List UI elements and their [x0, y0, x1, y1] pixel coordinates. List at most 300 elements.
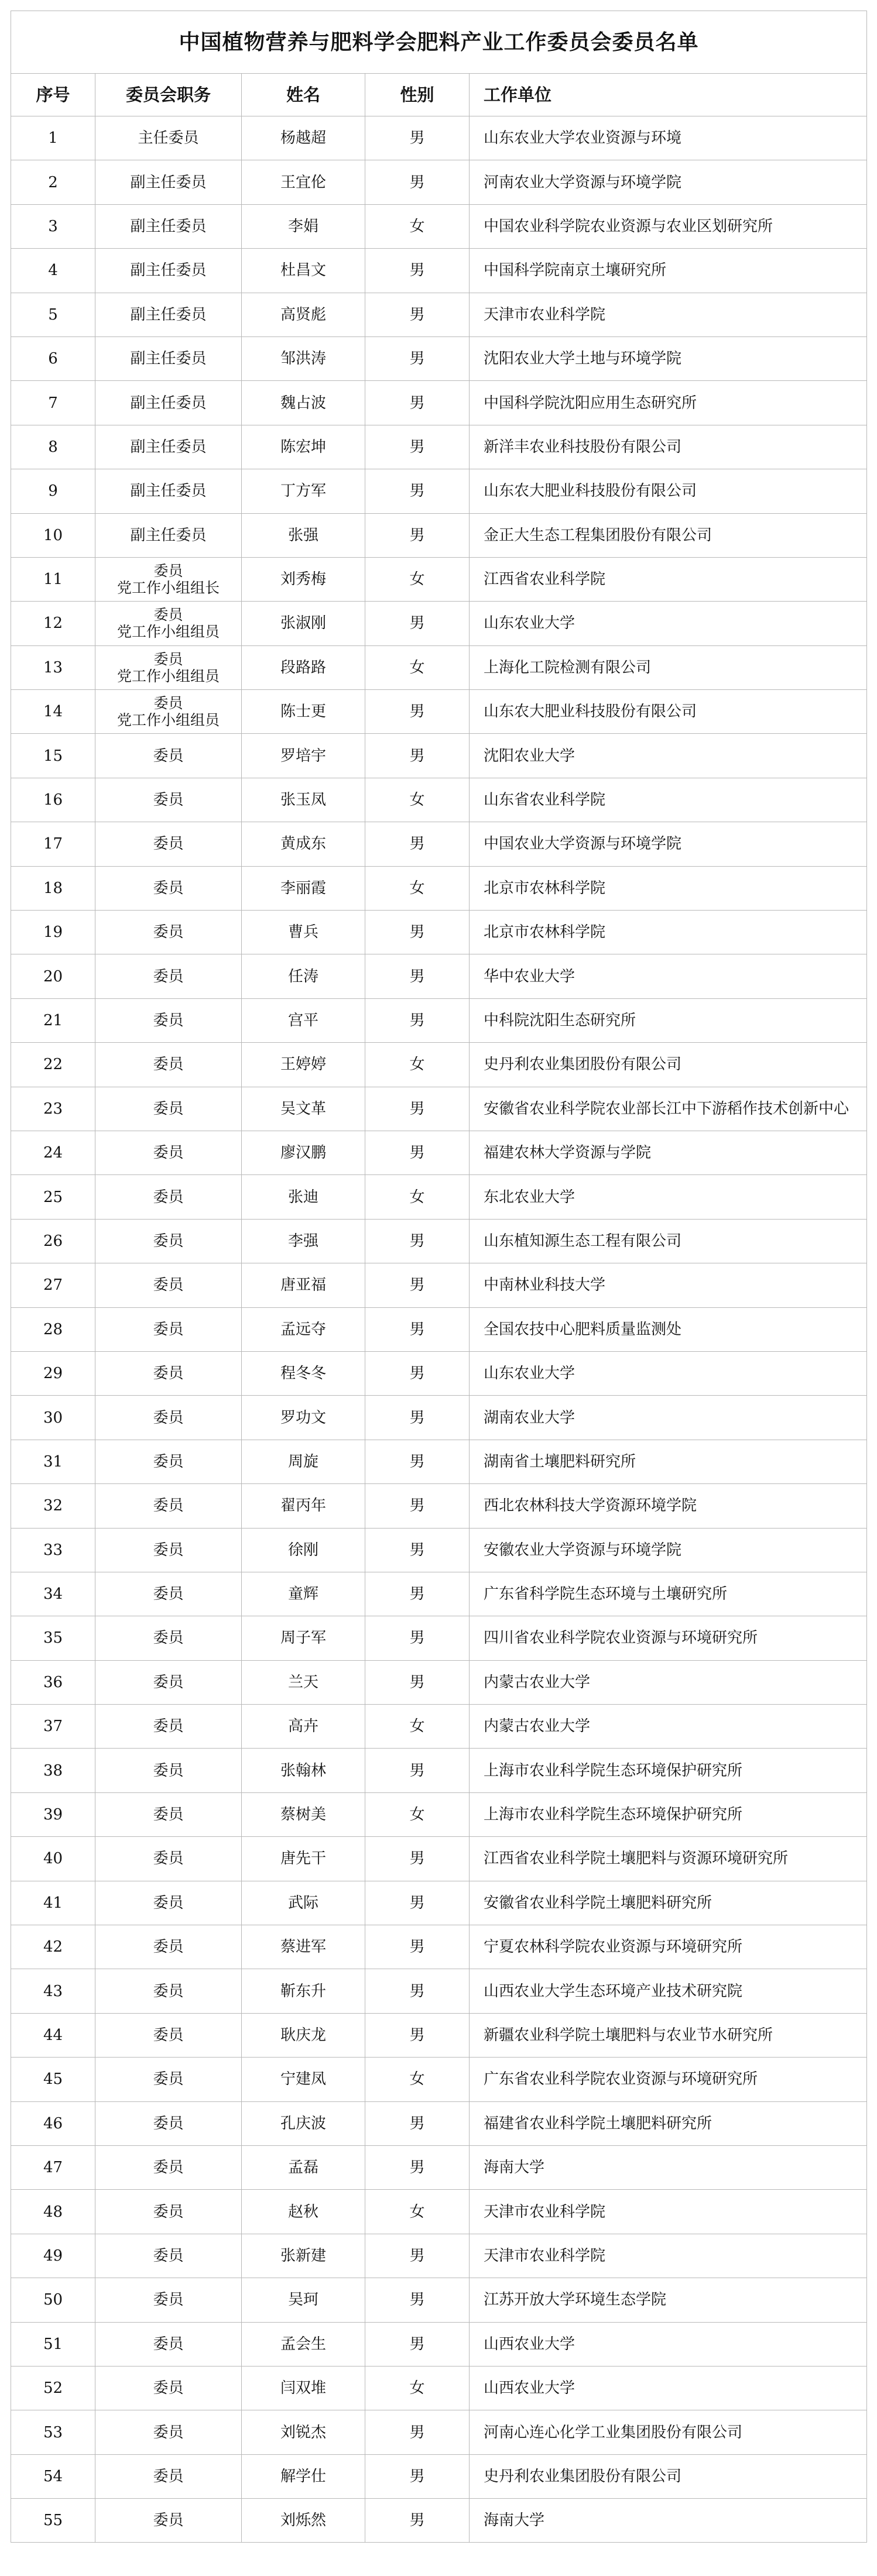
member-name: 蔡树美 [242, 1792, 365, 1836]
member-unit: 宁夏农林科学院农业资源与环境研究所 [470, 1925, 867, 1969]
member-gender: 女 [365, 1043, 470, 1087]
committee-role [95, 998, 242, 1042]
member-gender: 男 [365, 1219, 470, 1263]
member-unit: 中国农业大学资源与环境学院 [470, 822, 867, 866]
committee-role [95, 1660, 242, 1704]
row-number: 54 [11, 2454, 95, 2498]
member-unit: 沈阳农业大学 [470, 734, 867, 778]
member-table [11, 11, 867, 2543]
row-number: 3 [11, 204, 95, 248]
member-name: 孔庆波 [242, 2101, 365, 2145]
member-gender: 男 [365, 1351, 470, 1395]
member-gender: 女 [365, 645, 470, 689]
member-gender: 男 [365, 1881, 470, 1925]
row-number: 48 [11, 2190, 95, 2234]
member-unit: 北京市农林科学院 [470, 866, 867, 910]
table-row [11, 116, 867, 160]
committee-role [95, 822, 242, 866]
committee-role [95, 2234, 242, 2278]
row-number: 34 [11, 1572, 95, 1616]
committee-role-line: 委员 [153, 1365, 184, 1383]
member-name: 杜昌文 [242, 249, 365, 293]
row-number: 17 [11, 822, 95, 866]
committee-role-line: 委员 [153, 1452, 184, 1471]
committee-role-line: 委员 [153, 1409, 184, 1427]
committee-role-line: 委员 [153, 1938, 184, 1956]
committee-role [95, 1881, 242, 1925]
member-name: 程冬冬 [242, 1351, 365, 1395]
committee-role [95, 954, 242, 998]
committee-role [95, 1837, 242, 1881]
committee-role [95, 1969, 242, 2013]
member-gender: 男 [365, 954, 470, 998]
committee-role [95, 1792, 242, 1836]
member-unit: 山东农大肥业科技股份有限公司 [470, 469, 867, 513]
table-row [11, 1881, 867, 1925]
member-gender: 男 [365, 469, 470, 513]
committee-role-line: 委员 [153, 2026, 184, 2044]
table-row [11, 998, 867, 1042]
row-number: 23 [11, 1087, 95, 1131]
committee-role [95, 1749, 242, 1792]
member-unit: 海南大学 [470, 2499, 867, 2543]
committee-role [95, 2322, 242, 2366]
row-number: 15 [11, 734, 95, 778]
table-row [11, 469, 867, 513]
member-gender: 男 [365, 1572, 470, 1616]
row-number: 8 [11, 425, 95, 469]
row-number: 51 [11, 2322, 95, 2366]
member-name: 宫平 [242, 998, 365, 1042]
committee-role [95, 381, 242, 425]
member-name: 高卉 [242, 1705, 365, 1749]
row-number: 46 [11, 2101, 95, 2145]
member-unit: 山西农业大学 [470, 2322, 867, 2366]
committee-role-line: 委员 [153, 2467, 184, 2485]
member-gender: 男 [365, 513, 470, 557]
member-unit: 史丹利农业集团股份有限公司 [470, 1043, 867, 1087]
member-name: 刘锐杰 [242, 2410, 365, 2454]
committee-role-line: 委员 [153, 923, 184, 942]
committee-role [95, 1616, 242, 1660]
committee-role-line: 委员 [153, 2114, 184, 2132]
committee-role-line: 委员 [153, 1629, 184, 1647]
member-name: 陈士更 [242, 690, 365, 734]
member-gender: 男 [365, 160, 470, 204]
table-row [11, 1351, 867, 1395]
member-unit: 中南林业科技大学 [470, 1263, 867, 1307]
member-unit: 湖南省土壤肥料研究所 [470, 1440, 867, 1483]
member-gender: 男 [365, 2278, 470, 2322]
member-gender: 男 [365, 2322, 470, 2366]
table-row [11, 425, 867, 469]
row-number: 2 [11, 160, 95, 204]
row-number: 43 [11, 1969, 95, 2013]
row-number: 38 [11, 1749, 95, 1792]
member-name: 闫双堆 [242, 2366, 365, 2410]
row-number: 27 [11, 1263, 95, 1307]
row-number: 20 [11, 954, 95, 998]
table-row [11, 1087, 867, 1131]
member-unit: 山西农业大学 [470, 2366, 867, 2410]
member-gender: 女 [365, 2190, 470, 2234]
member-gender: 男 [365, 1616, 470, 1660]
member-name: 曹兵 [242, 911, 365, 954]
table-row [11, 911, 867, 954]
header-row [11, 74, 867, 116]
row-number: 19 [11, 911, 95, 954]
member-name: 李强 [242, 1219, 365, 1263]
member-gender: 男 [365, 2013, 470, 2057]
row-number: 28 [11, 1307, 95, 1351]
committee-role-line: 委员 [153, 1718, 184, 1736]
table-row [11, 645, 867, 689]
member-name: 张玉凤 [242, 778, 365, 822]
member-unit: 山东植知源生态工程有限公司 [470, 1219, 867, 1263]
committee-role [95, 1528, 242, 1572]
member-name: 张新建 [242, 2234, 365, 2278]
table-row [11, 734, 867, 778]
row-number: 21 [11, 998, 95, 1042]
table-row [11, 381, 867, 425]
committee-role-line: 委员 [153, 1276, 184, 1294]
committee-role-line: 委员 [153, 2291, 184, 2309]
committee-role-line: 副主任委员 [130, 350, 207, 368]
row-number: 12 [11, 602, 95, 645]
member-unit: 新疆农业科学院土壤肥料与农业节水研究所 [470, 2013, 867, 2057]
committee-role-line: 委员 [153, 2203, 184, 2221]
member-unit: 北京市农林科学院 [470, 911, 867, 954]
member-unit: 山东省农业科学院 [470, 778, 867, 822]
committee-role-line: 副主任委员 [130, 482, 207, 500]
table-row [11, 336, 867, 380]
table-row [11, 2499, 867, 2543]
member-name: 王婷婷 [242, 1043, 365, 1087]
member-gender: 男 [365, 1440, 470, 1483]
table-row [11, 293, 867, 336]
committee-role-line: 委员 [153, 2512, 184, 2530]
member-unit: 山东农业大学农业资源与环境 [470, 116, 867, 160]
table-row [11, 1705, 867, 1749]
committee-role-line: 党工作小组组员 [117, 623, 220, 641]
committee-role-line: 委员 [153, 1761, 184, 1780]
table-row [11, 2101, 867, 2145]
member-list-sheet [11, 11, 866, 2543]
committee-role [95, 1705, 242, 1749]
member-unit: 西北农林科技大学资源环境学院 [470, 1484, 867, 1528]
committee-role [95, 690, 242, 734]
member-gender: 男 [365, 1660, 470, 1704]
committee-role-line: 委员 [153, 1320, 184, 1338]
row-number: 4 [11, 249, 95, 293]
member-name: 蔡进军 [242, 1925, 365, 1969]
member-name: 翟丙年 [242, 1484, 365, 1528]
committee-role-line: 副主任委员 [130, 217, 207, 235]
committee-role [95, 2454, 242, 2498]
table-row [11, 1969, 867, 2013]
member-name: 武际 [242, 1881, 365, 1925]
member-gender: 男 [365, 1307, 470, 1351]
member-name: 刘烁然 [242, 2499, 365, 2543]
row-number: 26 [11, 1219, 95, 1263]
member-name: 解学仕 [242, 2454, 365, 2498]
member-unit: 金正大生态工程集团股份有限公司 [470, 513, 867, 557]
table-row [11, 1528, 867, 1572]
member-gender: 女 [365, 2058, 470, 2101]
row-number: 47 [11, 2145, 95, 2189]
table-row [11, 866, 867, 910]
table-row [11, 1749, 867, 1792]
committee-role-line: 委员 [153, 1806, 184, 1824]
member-gender: 男 [365, 336, 470, 380]
member-unit: 广东省农业科学院农业资源与环境研究所 [470, 2058, 867, 2101]
committee-role [95, 734, 242, 778]
table-row [11, 2234, 867, 2278]
committee-role [95, 293, 242, 336]
table-row [11, 1837, 867, 1881]
member-unit: 河南农业大学资源与环境学院 [470, 160, 867, 204]
member-gender: 男 [365, 381, 470, 425]
table-row [11, 1043, 867, 1087]
table-row [11, 1616, 867, 1660]
member-gender: 男 [365, 425, 470, 469]
member-unit: 中国科学院沈阳应用生态研究所 [470, 381, 867, 425]
table-row [11, 778, 867, 822]
member-name: 陈宏坤 [242, 425, 365, 469]
committee-role [95, 2499, 242, 2543]
committee-role [95, 469, 242, 513]
member-name: 李丽霞 [242, 866, 365, 910]
member-name: 高贤彪 [242, 293, 365, 336]
member-unit: 东北农业大学 [470, 1175, 867, 1219]
row-number: 11 [11, 557, 95, 601]
table-row [11, 557, 867, 601]
committee-role [95, 160, 242, 204]
table-row [11, 1660, 867, 1704]
header-no: 序号 [11, 74, 95, 116]
committee-role [95, 513, 242, 557]
row-number: 16 [11, 778, 95, 822]
committee-role [95, 1440, 242, 1483]
table-row [11, 2454, 867, 2498]
committee-role [95, 1351, 242, 1395]
committee-role [95, 2013, 242, 2057]
member-unit: 安徽省农业科学院土壤肥料研究所 [470, 1881, 867, 1925]
table-body [11, 116, 867, 2543]
committee-role [95, 1131, 242, 1174]
member-gender: 男 [365, 249, 470, 293]
committee-role-line: 委员 [153, 967, 184, 985]
row-number: 37 [11, 1705, 95, 1749]
member-unit: 全国农技中心肥料质量监测处 [470, 1307, 867, 1351]
row-number: 41 [11, 1881, 95, 1925]
member-gender: 男 [365, 2454, 470, 2498]
member-name: 周子军 [242, 1616, 365, 1660]
committee-role-line: 委员 [153, 1012, 184, 1029]
member-gender: 女 [365, 557, 470, 601]
member-gender: 女 [365, 778, 470, 822]
row-number: 39 [11, 1792, 95, 1836]
table-row [11, 690, 867, 734]
row-number: 6 [11, 336, 95, 380]
member-gender: 男 [365, 734, 470, 778]
member-unit: 广东省科学院生态环境与土壤研究所 [470, 1572, 867, 1616]
table-row [11, 513, 867, 557]
member-gender: 男 [365, 1263, 470, 1307]
member-gender: 男 [365, 1749, 470, 1792]
committee-role-line: 副主任委员 [130, 394, 207, 412]
committee-role-line: 委员 [153, 1982, 184, 2000]
committee-role [95, 778, 242, 822]
member-name: 魏占波 [242, 381, 365, 425]
member-unit: 福建农林大学资源与学院 [470, 1131, 867, 1174]
committee-role [95, 1087, 242, 1131]
table-row [11, 2278, 867, 2322]
member-name: 唐先干 [242, 1837, 365, 1881]
member-unit: 内蒙古农业大学 [470, 1705, 867, 1749]
member-name: 张淑刚 [242, 602, 365, 645]
committee-role-line: 委员 [153, 2247, 184, 2265]
committee-role [95, 336, 242, 380]
member-name: 吴珂 [242, 2278, 365, 2322]
committee-role-line: 委员 [153, 791, 184, 809]
row-number: 1 [11, 116, 95, 160]
committee-role [95, 2058, 242, 2101]
committee-role-line: 委员 [153, 1056, 184, 1074]
table-row [11, 2145, 867, 2189]
member-unit: 山东农业大学 [470, 1351, 867, 1395]
committee-role-line: 委员 [153, 1497, 184, 1515]
member-name: 张迪 [242, 1175, 365, 1219]
committee-role [95, 1572, 242, 1616]
committee-role-line: 副主任委员 [130, 173, 207, 191]
member-name: 耿庆龙 [242, 2013, 365, 2057]
member-name: 靳东升 [242, 1969, 365, 2013]
member-name: 邹洪涛 [242, 336, 365, 380]
member-name: 孟会生 [242, 2322, 365, 2366]
member-unit: 海南大学 [470, 2145, 867, 2189]
committee-role [95, 1307, 242, 1351]
table-row [11, 2322, 867, 2366]
member-unit: 天津市农业科学院 [470, 293, 867, 336]
row-number: 29 [11, 1351, 95, 1395]
committee-role-line: 委员 [153, 2423, 184, 2441]
row-number: 44 [11, 2013, 95, 2057]
member-name: 任涛 [242, 954, 365, 998]
row-number: 49 [11, 2234, 95, 2278]
member-name: 王宜伦 [242, 160, 365, 204]
table-row [11, 602, 867, 645]
committee-role-line: 副主任委员 [130, 438, 207, 456]
member-gender: 男 [365, 1396, 470, 1440]
row-number: 50 [11, 2278, 95, 2322]
member-gender: 女 [365, 2366, 470, 2410]
member-gender: 男 [365, 2234, 470, 2278]
member-unit: 华中农业大学 [470, 954, 867, 998]
member-name: 张翰林 [242, 1749, 365, 1792]
member-unit: 上海市农业科学院生态环境保护研究所 [470, 1749, 867, 1792]
committee-role [95, 1396, 242, 1440]
member-unit: 江西省农业科学院土壤肥料与资源环境研究所 [470, 1837, 867, 1881]
member-name: 廖汉鹏 [242, 1131, 365, 1174]
member-unit: 安徽省农业科学院农业部长江中下游稻作技术创新中心 [470, 1087, 867, 1131]
table-row [11, 1484, 867, 1528]
member-name: 周旋 [242, 1440, 365, 1483]
member-unit: 中国科学院南京土壤研究所 [470, 249, 867, 293]
row-number: 45 [11, 2058, 95, 2101]
table-row [11, 954, 867, 998]
row-number: 36 [11, 1660, 95, 1704]
member-name: 杨越超 [242, 116, 365, 160]
member-gender: 男 [365, 1484, 470, 1528]
row-number: 9 [11, 469, 95, 513]
committee-role [95, 204, 242, 248]
member-unit: 上海化工院检测有限公司 [470, 645, 867, 689]
row-number: 31 [11, 1440, 95, 1483]
member-unit: 上海市农业科学院生态环境保护研究所 [470, 1792, 867, 1836]
row-number: 25 [11, 1175, 95, 1219]
committee-role-line: 委员 [153, 606, 183, 624]
member-gender: 男 [365, 1969, 470, 2013]
member-unit: 福建省农业科学院土壤肥料研究所 [470, 2101, 867, 2145]
committee-role [95, 116, 242, 160]
table-row [11, 1175, 867, 1219]
member-unit: 天津市农业科学院 [470, 2234, 867, 2278]
committee-role [95, 1263, 242, 1307]
member-unit: 四川省农业科学院农业资源与环境研究所 [470, 1616, 867, 1660]
member-gender: 男 [365, 602, 470, 645]
member-gender: 男 [365, 2145, 470, 2189]
row-number: 40 [11, 1837, 95, 1881]
member-unit: 天津市农业科学院 [470, 2190, 867, 2234]
member-unit: 山东农大肥业科技股份有限公司 [470, 690, 867, 734]
member-gender: 男 [365, 2499, 470, 2543]
committee-role-line: 委员 [153, 1144, 184, 1162]
committee-role-line: 党工作小组组员 [117, 667, 220, 685]
member-unit: 中科院沈阳生态研究所 [470, 998, 867, 1042]
row-number: 22 [11, 1043, 95, 1087]
header-name: 姓名 [242, 74, 365, 116]
committee-role [95, 1484, 242, 1528]
committee-role-line: 委员 [153, 1541, 184, 1559]
member-name: 童辉 [242, 1572, 365, 1616]
member-name: 赵秋 [242, 2190, 365, 2234]
table-row [11, 822, 867, 866]
document-title: 中国植物营养与肥料学会肥料产业工作委员会委员名单 [11, 11, 867, 74]
row-number: 42 [11, 1925, 95, 1969]
member-unit: 河南心连心化学工业集团股份有限公司 [470, 2410, 867, 2454]
table-row [11, 2190, 867, 2234]
committee-role-line: 委员 [153, 1673, 184, 1691]
committee-role [95, 425, 242, 469]
committee-role-line: 委员 [153, 1850, 184, 1868]
member-unit: 新洋丰农业科技股份有限公司 [470, 425, 867, 469]
committee-role [95, 645, 242, 689]
member-name: 孟磊 [242, 2145, 365, 2189]
member-unit: 湖南农业大学 [470, 1396, 867, 1440]
table-row [11, 2410, 867, 2454]
member-name: 段路路 [242, 645, 365, 689]
member-unit: 山西农业大学生态环境产业技术研究院 [470, 1969, 867, 2013]
committee-role-line: 委员 [153, 2070, 184, 2089]
member-unit: 山东农业大学 [470, 602, 867, 645]
row-number: 53 [11, 2410, 95, 2454]
member-gender: 男 [365, 911, 470, 954]
member-gender: 女 [365, 1175, 470, 1219]
table-row [11, 249, 867, 293]
member-gender: 男 [365, 1087, 470, 1131]
committee-role-line: 委员 [153, 2159, 184, 2177]
